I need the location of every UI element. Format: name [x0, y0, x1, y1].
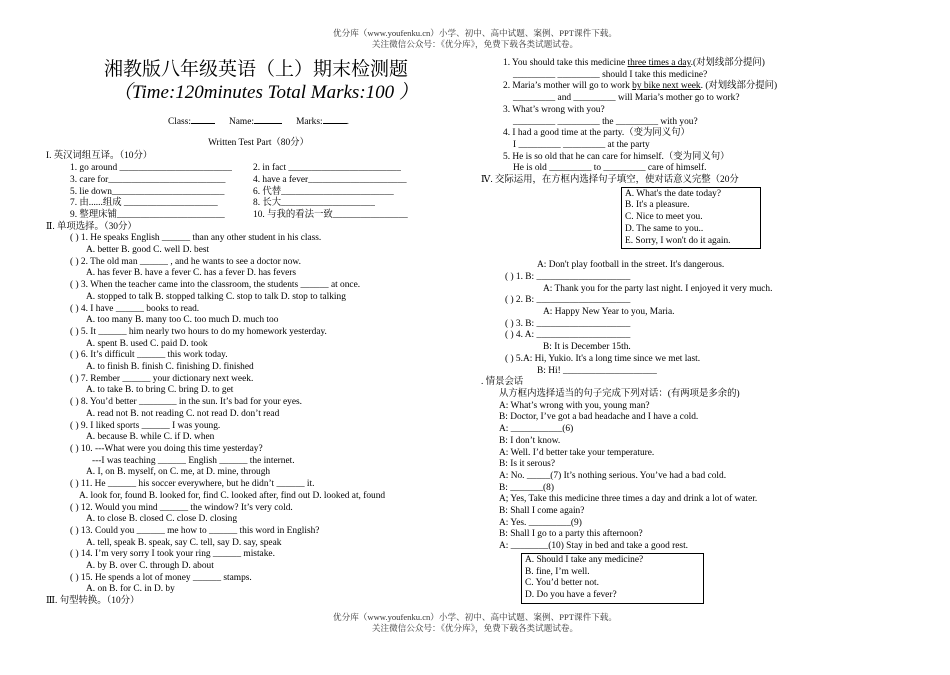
vocab-row — [46, 198, 471, 210]
transform-text: 2. Maria’s mother will go to work — [503, 81, 633, 92]
mc-question: ( ) 13. Could you ______ me how to ______ this word in English? — [70, 525, 320, 536]
vocab-row — [46, 163, 471, 175]
box-option: E. Sorry, I won't do it again. — [625, 235, 731, 246]
mc-question: ( ) 6. It’s difficult ______ this work today. — [70, 350, 228, 361]
name-label: Name: — [229, 117, 254, 127]
transform-line — [481, 58, 921, 70]
section5-heading: . 情景会话 — [481, 377, 524, 388]
box-option: D. The same to you.. — [625, 223, 704, 234]
transform-line: _________ _________ should I take this medicine? — [513, 69, 708, 80]
mc-question: ( ) 2. The old man ______ , and he wants to see a doctor now. — [70, 256, 301, 267]
vocab-row — [46, 175, 471, 187]
conversation-line: A: Well. I’d better take your temperature. — [499, 447, 655, 458]
vocab-item: 9. 整理床铺_______________________ — [70, 209, 225, 220]
dialog-line: ( ) 1. B: ____________________ — [505, 271, 631, 282]
conversation-line: A: No. _____(7) It’s nothing serious. You’ve had a bad cold. — [499, 470, 727, 481]
box-option: C. You’d better not. — [525, 578, 599, 589]
mc-options: A. look for, found B. looked for, find C. looked after, find out D. looked at, found — [79, 490, 386, 501]
marks-blank[interactable] — [323, 114, 347, 124]
box-option: A. Should I take any medicine? — [525, 554, 644, 565]
vocab-item: 7. 由......组成 ____________________ — [70, 198, 218, 209]
footer-line-2: 关注微信公众号：《优分库》，免费下载各类试题试卷。 — [371, 623, 579, 633]
mc-question: ( ) 15. He spends a lot of money ______ stamps. — [70, 572, 252, 583]
student-info: Class: Name: Marks: . — [46, 114, 471, 129]
mc-options: A. on B. for C. in D. by — [86, 584, 175, 595]
dialog-line: ( ) 3. B: ____________________ — [505, 318, 631, 329]
marks-label: Marks: — [296, 117, 323, 127]
mc-question: ( ) 11. He ______ his soccer everywhere, but he didn’t ______ it. — [70, 479, 315, 490]
vocab-item: 5. lie down________________________ — [70, 186, 225, 197]
mc-question: ( ) 9. I liked sports ______ I was young. — [70, 420, 221, 431]
page-header — [0, 28, 950, 50]
mc-options: A. because B. while C. if D. when — [86, 432, 215, 443]
mc-question: ( ) 12. Would you mind ______ the window? It’s very cold. — [70, 502, 293, 513]
dialog-line: A: Thank you for the party last night. I enjoyed it very much. — [543, 283, 773, 294]
box-option: B. fine, I’m well. — [525, 566, 590, 577]
transform-text: .(对划线部分提问) — [690, 58, 765, 68]
mc-question: ( ) 14. I’m very sorry I took your ring ______ mistake. — [70, 549, 275, 560]
vocab-row — [46, 210, 471, 222]
box-option: B. It's a pleasure. — [625, 200, 690, 211]
mc-question: ( ) 10. ---What were you doing this time yesterday? — [70, 443, 263, 454]
footer-line-1: 优分库（www.youfenku.cn）小学、初中、高中试题、案例、PPT课件下载。 — [333, 612, 617, 622]
dialog-line: A: Happy New Year to you, Maria. — [543, 307, 675, 318]
page-title: 湘教版八年级英语（上）期末检测题 — [104, 59, 409, 80]
dialog-line: B: It is December 15th. — [543, 342, 631, 353]
written-part-label: Written Test Part（80分） — [208, 137, 309, 148]
vocab-item: 10. 与我的看法一致________________ — [253, 209, 408, 220]
transform-line: 4. I had a good time at the party.（变为同义句） — [503, 128, 690, 139]
header-line-2: 关注微信公众号：《优分库》，免费下载各类试题试卷。 — [371, 39, 579, 49]
conversation-line: B: Shall I come again? — [499, 506, 585, 517]
dialog-line: B: Hi! ____________________ — [537, 365, 657, 376]
transform-text: 1. You should take this medicine — [503, 58, 628, 68]
mc-question: ( ) 8. You’d better ________ in the sun. It’s bad for your eyes. — [70, 397, 302, 408]
vocab-item: 4. have a fever_____________________ — [253, 174, 407, 185]
vocab-item: 1. go around ________________________ — [70, 163, 232, 174]
mc-options: A. to finish B. finish C. finishing D. finished — [86, 362, 254, 373]
transform-text: . (对划线部分提问) — [700, 81, 778, 92]
conversation-line: B: Shall I go to a party this afternoon? — [499, 529, 643, 540]
conversation-line: A: ___________(6) — [499, 424, 574, 435]
right-column — [481, 58, 921, 604]
section2-heading: Ⅱ. 单项选择。（30分） — [46, 221, 137, 232]
mc-question-cont: ---I was teaching ______ English ______ the internet. — [92, 455, 295, 466]
mc-options: A. to close B. closed C. close D. closing — [86, 514, 238, 525]
conversation-line: A: Yes. _________(9) — [499, 517, 582, 528]
transform-line — [481, 81, 921, 93]
name-blank[interactable] — [254, 114, 282, 124]
mc-options: A. spent B. used C. paid D. took — [86, 338, 208, 349]
conversation-line: A: What’s wrong with you, young man? — [499, 400, 650, 411]
transform-line: 5. He is so old that he can care for himself.（变为同义句） — [503, 151, 730, 162]
mc-options: A. by B. over C. through D. about — [86, 561, 214, 572]
section5-instruction: 从方框内选择适当的句子完成下列对话：(有两项是多余的) — [499, 388, 740, 399]
mc-question: ( ) 5. It ______ him nearly two hours to do my homework yesterday. — [70, 326, 327, 337]
mc-options: A. to take B. to bring C. bring D. to get — [86, 385, 234, 396]
page-footer — [0, 612, 950, 634]
transform-line: I _________ _________ at the party — [513, 139, 650, 150]
class-blank[interactable] — [191, 114, 215, 124]
underlined-phrase: by bike next week — [632, 81, 701, 92]
mc-options: A. tell, speak B. speak, say C. tell, say D. say, speak — [86, 537, 282, 548]
dialog-line: A: Don't play football in the street. It's dangerous. — [537, 260, 725, 271]
dialog-line: ( ) 4. A: ____________________ — [505, 330, 631, 341]
transform-line: _________ _________ the _________ with you? — [513, 116, 698, 127]
header-line-1: 优分库（www.youfenku.cn）小学、初中、高中试题、案例、PPT课件下载。 — [333, 28, 617, 38]
conversation-line: B: I don’t know. — [499, 435, 561, 446]
mc-options: A. too many B. many too C. too much D. much too — [86, 315, 279, 326]
underlined-phrase: three times a day — [627, 58, 691, 68]
section4-heading: Ⅳ. 交际运用，在方框内选择句子填空，使对话意义完整（20分 — [481, 175, 739, 186]
vocab-item: 6. 代替________________________ — [253, 186, 394, 197]
vocab-item: 3. care for_________________________ — [70, 174, 226, 185]
page-subtitle: （Time:120minutes Total Marks:100 ） — [113, 82, 418, 103]
mc-question: ( ) 3. When the teacher came into the classroom, the students ______ at once. — [70, 280, 361, 291]
mc-options: A. I, on B. myself, on C. me, at D. mine, through — [86, 467, 271, 478]
options-box-1 — [621, 187, 761, 250]
options-box-2 — [521, 553, 704, 604]
mc-options: A. stopped to talk B. stopped talking C. stop to talk D. stop to talking — [86, 291, 346, 302]
left-column — [46, 58, 471, 608]
transform-line: 3. What’s wrong with you? — [503, 104, 605, 115]
mc-options: A. read not B. not reading C. not read D. don’t read — [86, 408, 280, 419]
vocab-item: 2. in fact ________________________ — [253, 163, 401, 174]
conversation-line: A; Yes, Take this medicine three times a day and drink a lot of water. — [499, 494, 758, 505]
mc-question: ( ) 1. He speaks English ______ than any other student in his class. — [70, 233, 322, 244]
mc-options: A. has fever B. have a fever C. has a fever D. has fevers — [86, 268, 297, 279]
box-option: A. What's the date today? — [625, 188, 722, 199]
conversation-line: A: ________(10) Stay in bed and take a good rest. — [499, 541, 689, 552]
dialog-line: ( ) 5.A: Hi, Yukio. It's a long time since we met last. — [505, 353, 701, 364]
box-option: D. Do you have a fever? — [525, 589, 617, 600]
section3-heading: Ⅲ. 句型转换。（10分） — [46, 596, 140, 607]
dialog-line: ( ) 2. B: ____________________ — [505, 295, 631, 306]
mc-options: A. better B. good C. well D. best — [86, 245, 210, 256]
box-option: C. Nice to meet you. — [625, 212, 703, 223]
vocab-row — [46, 187, 471, 199]
vocab-item: 8. 长大____________________ — [253, 198, 375, 209]
conversation-line: B: Doctor, I’ve got a bad headache and I have a cold. — [499, 412, 699, 423]
conversation-line: B: _______(8) — [499, 482, 554, 493]
transform-line: _________ and _________ will Maria’s mother go to work? — [513, 93, 740, 104]
mc-question: ( ) 4. I have ______ books to read. — [70, 303, 200, 314]
transform-line: He is old _________ to _________ care of himself. — [513, 163, 707, 174]
section1-heading: I. 英汉词组互译。（10分） — [46, 151, 153, 162]
mc-question: ( ) 7. Rember ______ your dictionary next week. — [70, 373, 254, 384]
class-label: Class: — [168, 117, 191, 127]
conversation-line: B: Is it serous? — [499, 459, 555, 470]
